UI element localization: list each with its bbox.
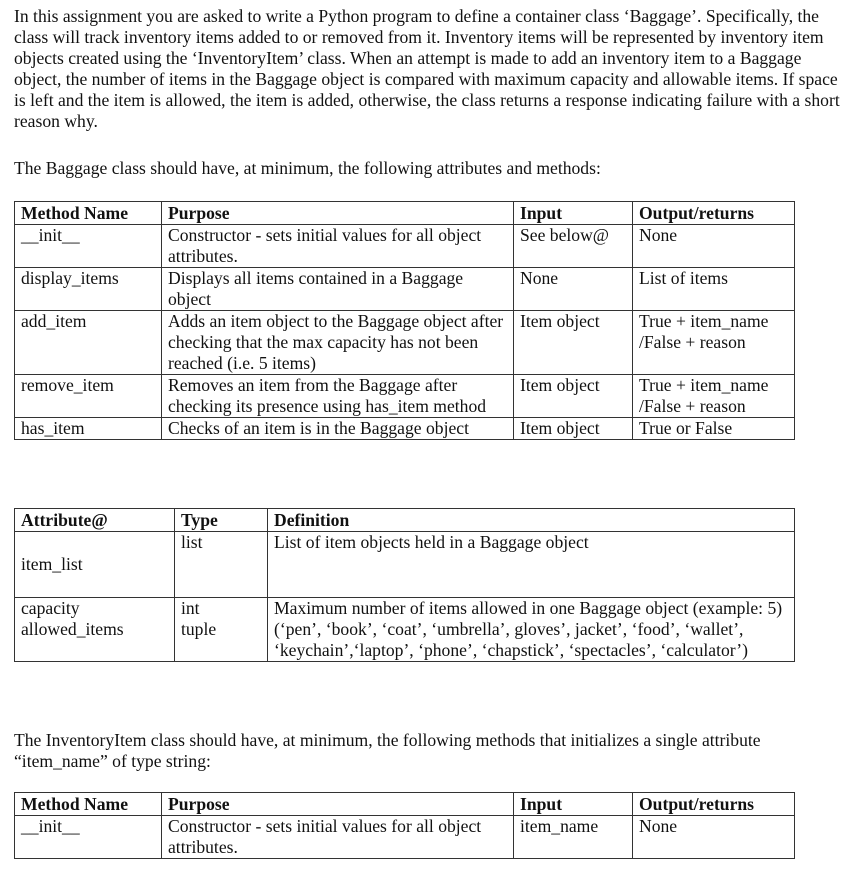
input-cell: See below@ xyxy=(514,225,633,268)
header-method-name: Method Name xyxy=(15,202,162,225)
table-row xyxy=(15,532,795,598)
table-header-row xyxy=(15,509,795,532)
header-input: Input xyxy=(514,202,633,225)
method-name-cell: add_item xyxy=(15,311,162,375)
output-cell: None xyxy=(633,225,795,268)
table-row xyxy=(15,816,795,859)
table-header-row xyxy=(15,202,795,225)
type-cell: int xyxy=(175,598,268,620)
table-row xyxy=(15,268,795,311)
table-row xyxy=(15,375,795,418)
definition-cell: List of item objects held in a Baggage object xyxy=(268,532,795,598)
table-row xyxy=(15,418,795,440)
inventory-methods-table xyxy=(14,792,795,859)
type-cell: list xyxy=(175,532,268,598)
output-cell: List of items xyxy=(633,268,795,311)
table-row xyxy=(15,598,795,620)
method-name-cell: has_item xyxy=(15,418,162,440)
method-name-cell: __init__ xyxy=(15,225,162,268)
inventory-intro: The InventoryItem class should have, at minimum, the following methods that initializes a single attribute “item_name” of type string: xyxy=(14,730,761,771)
purpose-cell: Constructor - sets initial values for all object attributes. xyxy=(162,816,514,859)
purpose-cell: Adds an item object to the Baggage object after checking that the max capacity has not been reached (i.e. 5 items) xyxy=(162,311,514,375)
header-output: Output/returns xyxy=(633,793,795,816)
definition-cell: (‘pen’, ‘book’, ‘coat’, ‘umbrella’, gloves’, jacket’, ‘food’, ‘wallet’, ‘keychain’,‘laptop’, ‘phone’, ‘chapstick’, ‘spectacles’, ‘calculator’) xyxy=(268,619,795,662)
table-row xyxy=(15,619,795,662)
header-definition: Definition xyxy=(268,509,795,532)
method-name-cell: remove_item xyxy=(15,375,162,418)
input-cell: None xyxy=(514,268,633,311)
header-output: Output/returns xyxy=(633,202,795,225)
table-row xyxy=(15,311,795,375)
input-cell: item_name xyxy=(514,816,633,859)
type-cell: tuple xyxy=(175,619,268,662)
purpose-cell: Constructor - sets initial values for all object attributes. xyxy=(162,225,514,268)
purpose-cell: Checks of an item is in the Baggage object xyxy=(162,418,514,440)
header-type: Type xyxy=(175,509,268,532)
output-cell: True + item_name /False + reason xyxy=(633,375,795,418)
header-input: Input xyxy=(514,793,633,816)
attribute-name-cell xyxy=(15,532,175,598)
baggage-methods-table xyxy=(14,201,795,440)
header-purpose: Purpose xyxy=(162,793,514,816)
attribute-name-cell: allowed_items xyxy=(15,619,175,662)
input-cell: Item object xyxy=(514,375,633,418)
input-cell: Item object xyxy=(514,311,633,375)
purpose-cell: Displays all items contained in a Baggage object xyxy=(162,268,514,311)
definition-cell: Maximum number of items allowed in one Baggage object (example: 5) xyxy=(268,598,795,620)
baggage-intro: The Baggage class should have, at minimum, the following attributes and methods: xyxy=(14,158,601,178)
table-header-row xyxy=(15,793,795,816)
method-name-cell: __init__ xyxy=(15,816,162,859)
intro-paragraph: In this assignment you are asked to write a Python program to define a container class ‘Baggage’. Specifically, the class will track inventory items added to or removed from it. Inventory items will be represented by inventory item objects created using the ‘InventoryItem’ class. When an attempt is made to add an inventory item to a Baggage object, the number of items in the Baggage object is compared with maximum capacity and allowable items. If space is left and the item is allowed, the item is added, otherwise, the class returns a response indicating failure with a short reason why. xyxy=(14,6,840,131)
header-method-name: Method Name xyxy=(15,793,162,816)
output-cell: True or False xyxy=(633,418,795,440)
header-attribute: Attribute@ xyxy=(15,509,175,532)
header-purpose: Purpose xyxy=(162,202,514,225)
output-cell: None xyxy=(633,816,795,859)
purpose-cell: Removes an item from the Baggage after checking its presence using has_item method xyxy=(162,375,514,418)
attribute-name-cell: capacity xyxy=(15,598,175,620)
attribute-name: item_list xyxy=(21,554,83,574)
method-name-cell: display_items xyxy=(15,268,162,311)
input-cell: Item object xyxy=(514,418,633,440)
output-cell: True + item_name /False + reason xyxy=(633,311,795,375)
baggage-attributes-table xyxy=(14,508,795,662)
table-row xyxy=(15,225,795,268)
